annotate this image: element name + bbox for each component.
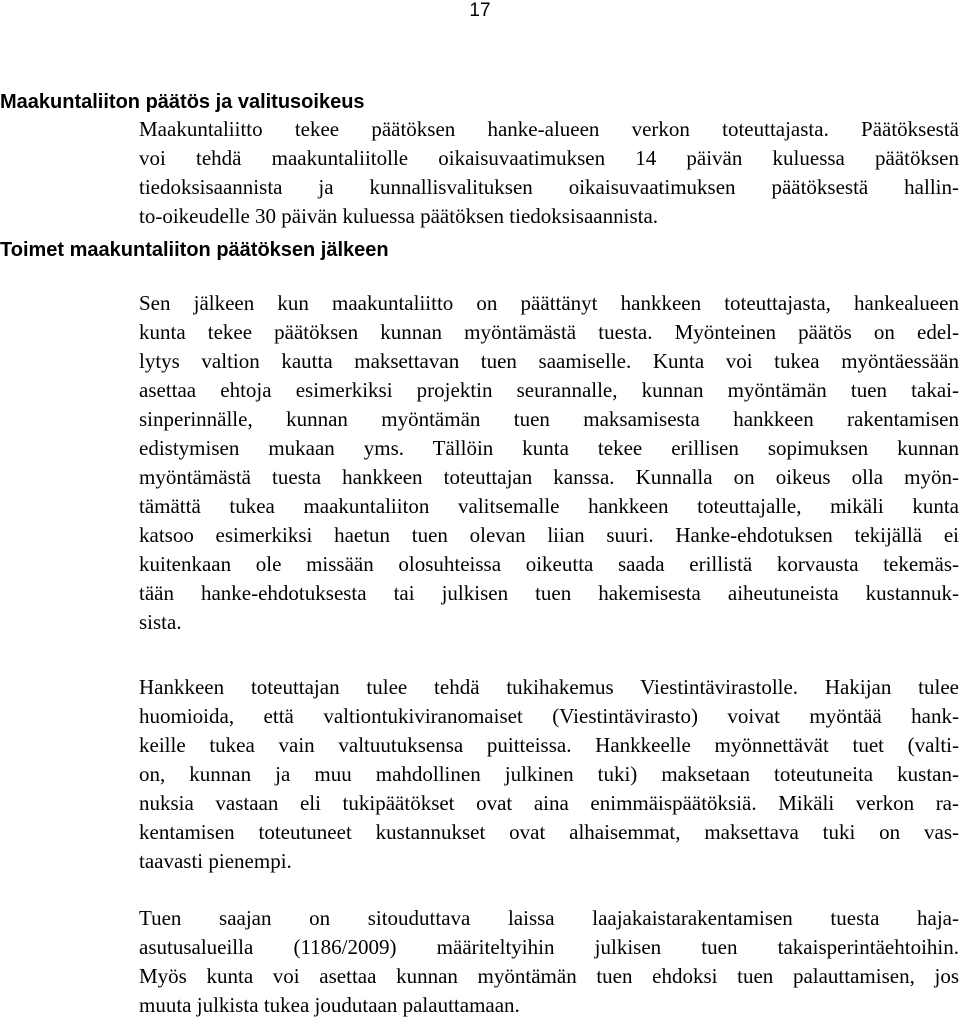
- text-line: lytys valtion kautta maksettavan tuen saamiselle. Kunta voi tukea myöntäessään: [139, 349, 959, 373]
- text-line: kentamisen toteutuneet kustannukset ovat alhaisemmat, maksettava tuki on vas-: [139, 820, 959, 844]
- paragraph-actions-1: [139, 289, 959, 637]
- section-heading-decision: Maakuntaliiton päätös ja valitusoikeus: [0, 91, 365, 113]
- text-line: kunta tekee päätöksen kunnan myöntämästä tuesta. Myönteinen päätös on edel-: [139, 320, 959, 344]
- text-line: asutusalueilla (1186/2009) määriteltyihin julkisen tuen takaisperintäehtoihin.: [139, 935, 959, 959]
- text-line: katsoo esimerkiksi haetun tuen olevan liian suuri. Hanke-ehdotuksen tekijällä ei: [139, 523, 959, 547]
- text-line: Tuen saajan on sitouduttava laissa laajakaistarakentamisen tuesta haja-: [139, 906, 959, 930]
- paragraph-actions-2: [139, 673, 959, 876]
- text-line: tiedoksisaannista ja kunnallisvalituksen oikaisuvaatimuksen päätöksestä hallin-: [139, 175, 959, 199]
- text-line: kuitenkaan ole missään olosuhteissa oikeutta saada erillistä korvausta tekemäs-: [139, 552, 959, 576]
- text-line: asettaa ehtoja esimerkiksi projektin seurannalle, kunnan myöntämän tuen takai-: [139, 378, 959, 402]
- text-line: muuta julkista tukea joudutaan palauttamaan.: [139, 993, 520, 1017]
- text-line: sinperinnälle, kunnan myöntämän tuen maksamisesta hankkeen rakentamisen: [139, 407, 959, 431]
- text-line: huomioida, että valtiontukiviranomaiset (Viestintävirasto) voivat myöntää hank-: [139, 704, 959, 728]
- text-line: Maakuntaliitto tekee päätöksen hanke-alueen verkon toteuttajasta. Päätöksestä: [139, 117, 959, 141]
- text-line: tämättä tukea maakuntaliiton valitsemalle hankkeen toteuttajalle, mikäli kunta: [139, 494, 959, 518]
- text-line: to-oikeudelle 30 päivän kuluessa päätöksen tiedoksisaannista.: [139, 204, 659, 228]
- paragraph-actions-3: [139, 904, 959, 1020]
- page-number: 17: [469, 0, 491, 21]
- text-line: taavasti pienempi.: [139, 849, 292, 873]
- text-line: myöntämästä tuesta hankkeen toteuttajan kanssa. Kunnalla on oikeus olla myön-: [139, 465, 959, 489]
- text-line: on, kunnan ja muu mahdollinen julkinen tuki) maksetaan toteutuneita kustan-: [139, 762, 959, 786]
- text-line: nuksia vastaan eli tukipäätökset ovat aina enimmäispäätöksiä. Mikäli verkon ra-: [139, 791, 959, 815]
- text-line: edistymisen mukaan yms. Tällöin kunta tekee erillisen sopimuksen kunnan: [139, 436, 959, 460]
- text-line: tään hanke-ehdotuksesta tai julkisen tuen hakemisesta aiheutuneista kustannuk-: [139, 581, 959, 605]
- text-line: voi tehdä maakuntaliitolle oikaisuvaatimuksen 14 päivän kuluessa päätöksen: [139, 146, 959, 170]
- text-line: Sen jälkeen kun maakuntaliitto on päättänyt hankkeen toteuttajasta, hankealueen: [139, 291, 959, 315]
- text-line: Myös kunta voi asettaa kunnan myöntämän tuen ehdoksi tuen palauttamisen, jos: [139, 964, 959, 988]
- text-line: Hankkeen toteuttajan tulee tehdä tukihakemus Viestintävirastolle. Hakijan tulee: [139, 675, 959, 699]
- section-heading-actions: Toimet maakuntaliiton päätöksen jälkeen: [0, 239, 389, 261]
- text-line: sista.: [139, 610, 182, 634]
- text-line: keille tukea vain valtuutuksensa puitteissa. Hankkeelle myönnettävät tuet (valti-: [139, 733, 959, 757]
- paragraph-decision: [139, 115, 959, 231]
